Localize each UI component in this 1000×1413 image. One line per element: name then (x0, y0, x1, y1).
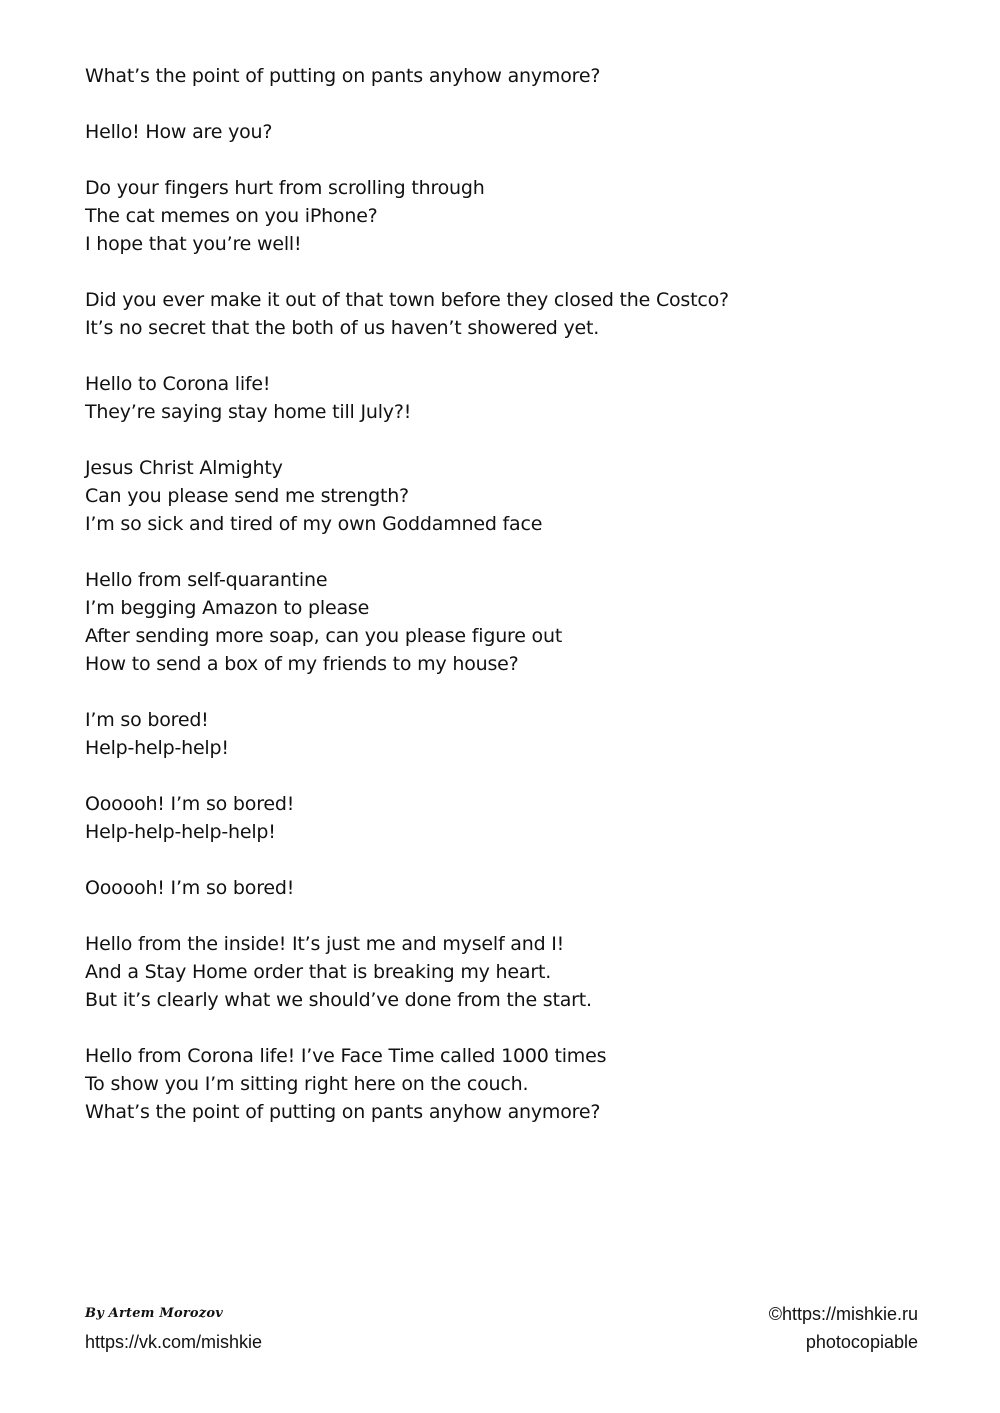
lyric-line: What’s the point of putting on pants anyhow anymore? (85, 65, 601, 87)
stanza (85, 566, 915, 678)
lyric-line: I’m so sick and tired of my own Goddamned face (85, 513, 543, 535)
lyric-line: Oooooh! I’m so bored! (85, 877, 295, 899)
stanza (85, 874, 915, 902)
footer-copyright (769, 1300, 918, 1356)
lyric-line: Hello from Corona life! I’ve Face Time called 1000 times (85, 1045, 607, 1067)
lyric-line: Hello from self-quarantine (85, 569, 328, 591)
lyric-line: Hello! How are you? (85, 121, 273, 143)
lyric-line: And a Stay Home order that is breaking my heart. (85, 961, 552, 983)
stanza (85, 118, 915, 146)
footer-credits (85, 1300, 262, 1356)
lyric-line: Do your fingers hurt from scrolling through (85, 177, 485, 199)
stanza (85, 454, 915, 538)
lyric-line: Oooooh! I’m so bored! (85, 793, 295, 815)
lyric-line: What’s the point of putting on pants anyhow anymore? (85, 1101, 601, 1123)
lyric-line: I’m so bored! (85, 709, 209, 731)
stanza (85, 706, 915, 762)
lyric-line: Hello from the inside! It’s just me and myself and I! (85, 933, 565, 955)
lyric-line: It’s no secret that the both of us haven’t showered yet. (85, 317, 600, 339)
stanza (85, 1042, 915, 1126)
lyric-line: I hope that you’re well! (85, 233, 302, 255)
lyric-line: Did you ever make it out of that town before they closed the Costco? (85, 289, 729, 311)
lyric-line: Help-help-help! (85, 737, 229, 759)
song-lyrics (85, 62, 915, 1154)
lyric-line: To show you I’m sitting right here on the couch. (85, 1073, 529, 1095)
author-signature: By Artem Morozov (85, 1306, 223, 1321)
stanza (85, 930, 915, 1014)
lyric-line: Can you please send me strength? (85, 485, 409, 507)
lyric-line: Jesus Christ Almighty (85, 457, 283, 479)
lyric-line: They’re saying stay home till July?! (85, 401, 412, 423)
lyric-line: The cat memes on you iPhone? (85, 205, 378, 227)
lyric-line: Help-help-help-help! (85, 821, 276, 843)
lyric-line: But it’s clearly what we should’ve done from the start. (85, 989, 592, 1011)
stanza (85, 370, 915, 426)
lyric-line: How to send a box of my friends to my house? (85, 653, 519, 675)
stanza (85, 62, 915, 90)
stanza (85, 286, 915, 342)
stanza (85, 790, 915, 846)
stanza (85, 174, 915, 258)
photocopiable-note: photocopiable (805, 1332, 918, 1352)
lyric-line: After sending more soap, can you please figure out (85, 625, 563, 647)
copyright-link[interactable]: ©https://mishkie.ru (768, 1304, 918, 1324)
lyric-line: I’m begging Amazon to please (85, 597, 370, 619)
lyric-line: Hello to Corona life! (85, 373, 271, 395)
vk-link[interactable]: https://vk.com/mishkie (85, 1332, 263, 1352)
